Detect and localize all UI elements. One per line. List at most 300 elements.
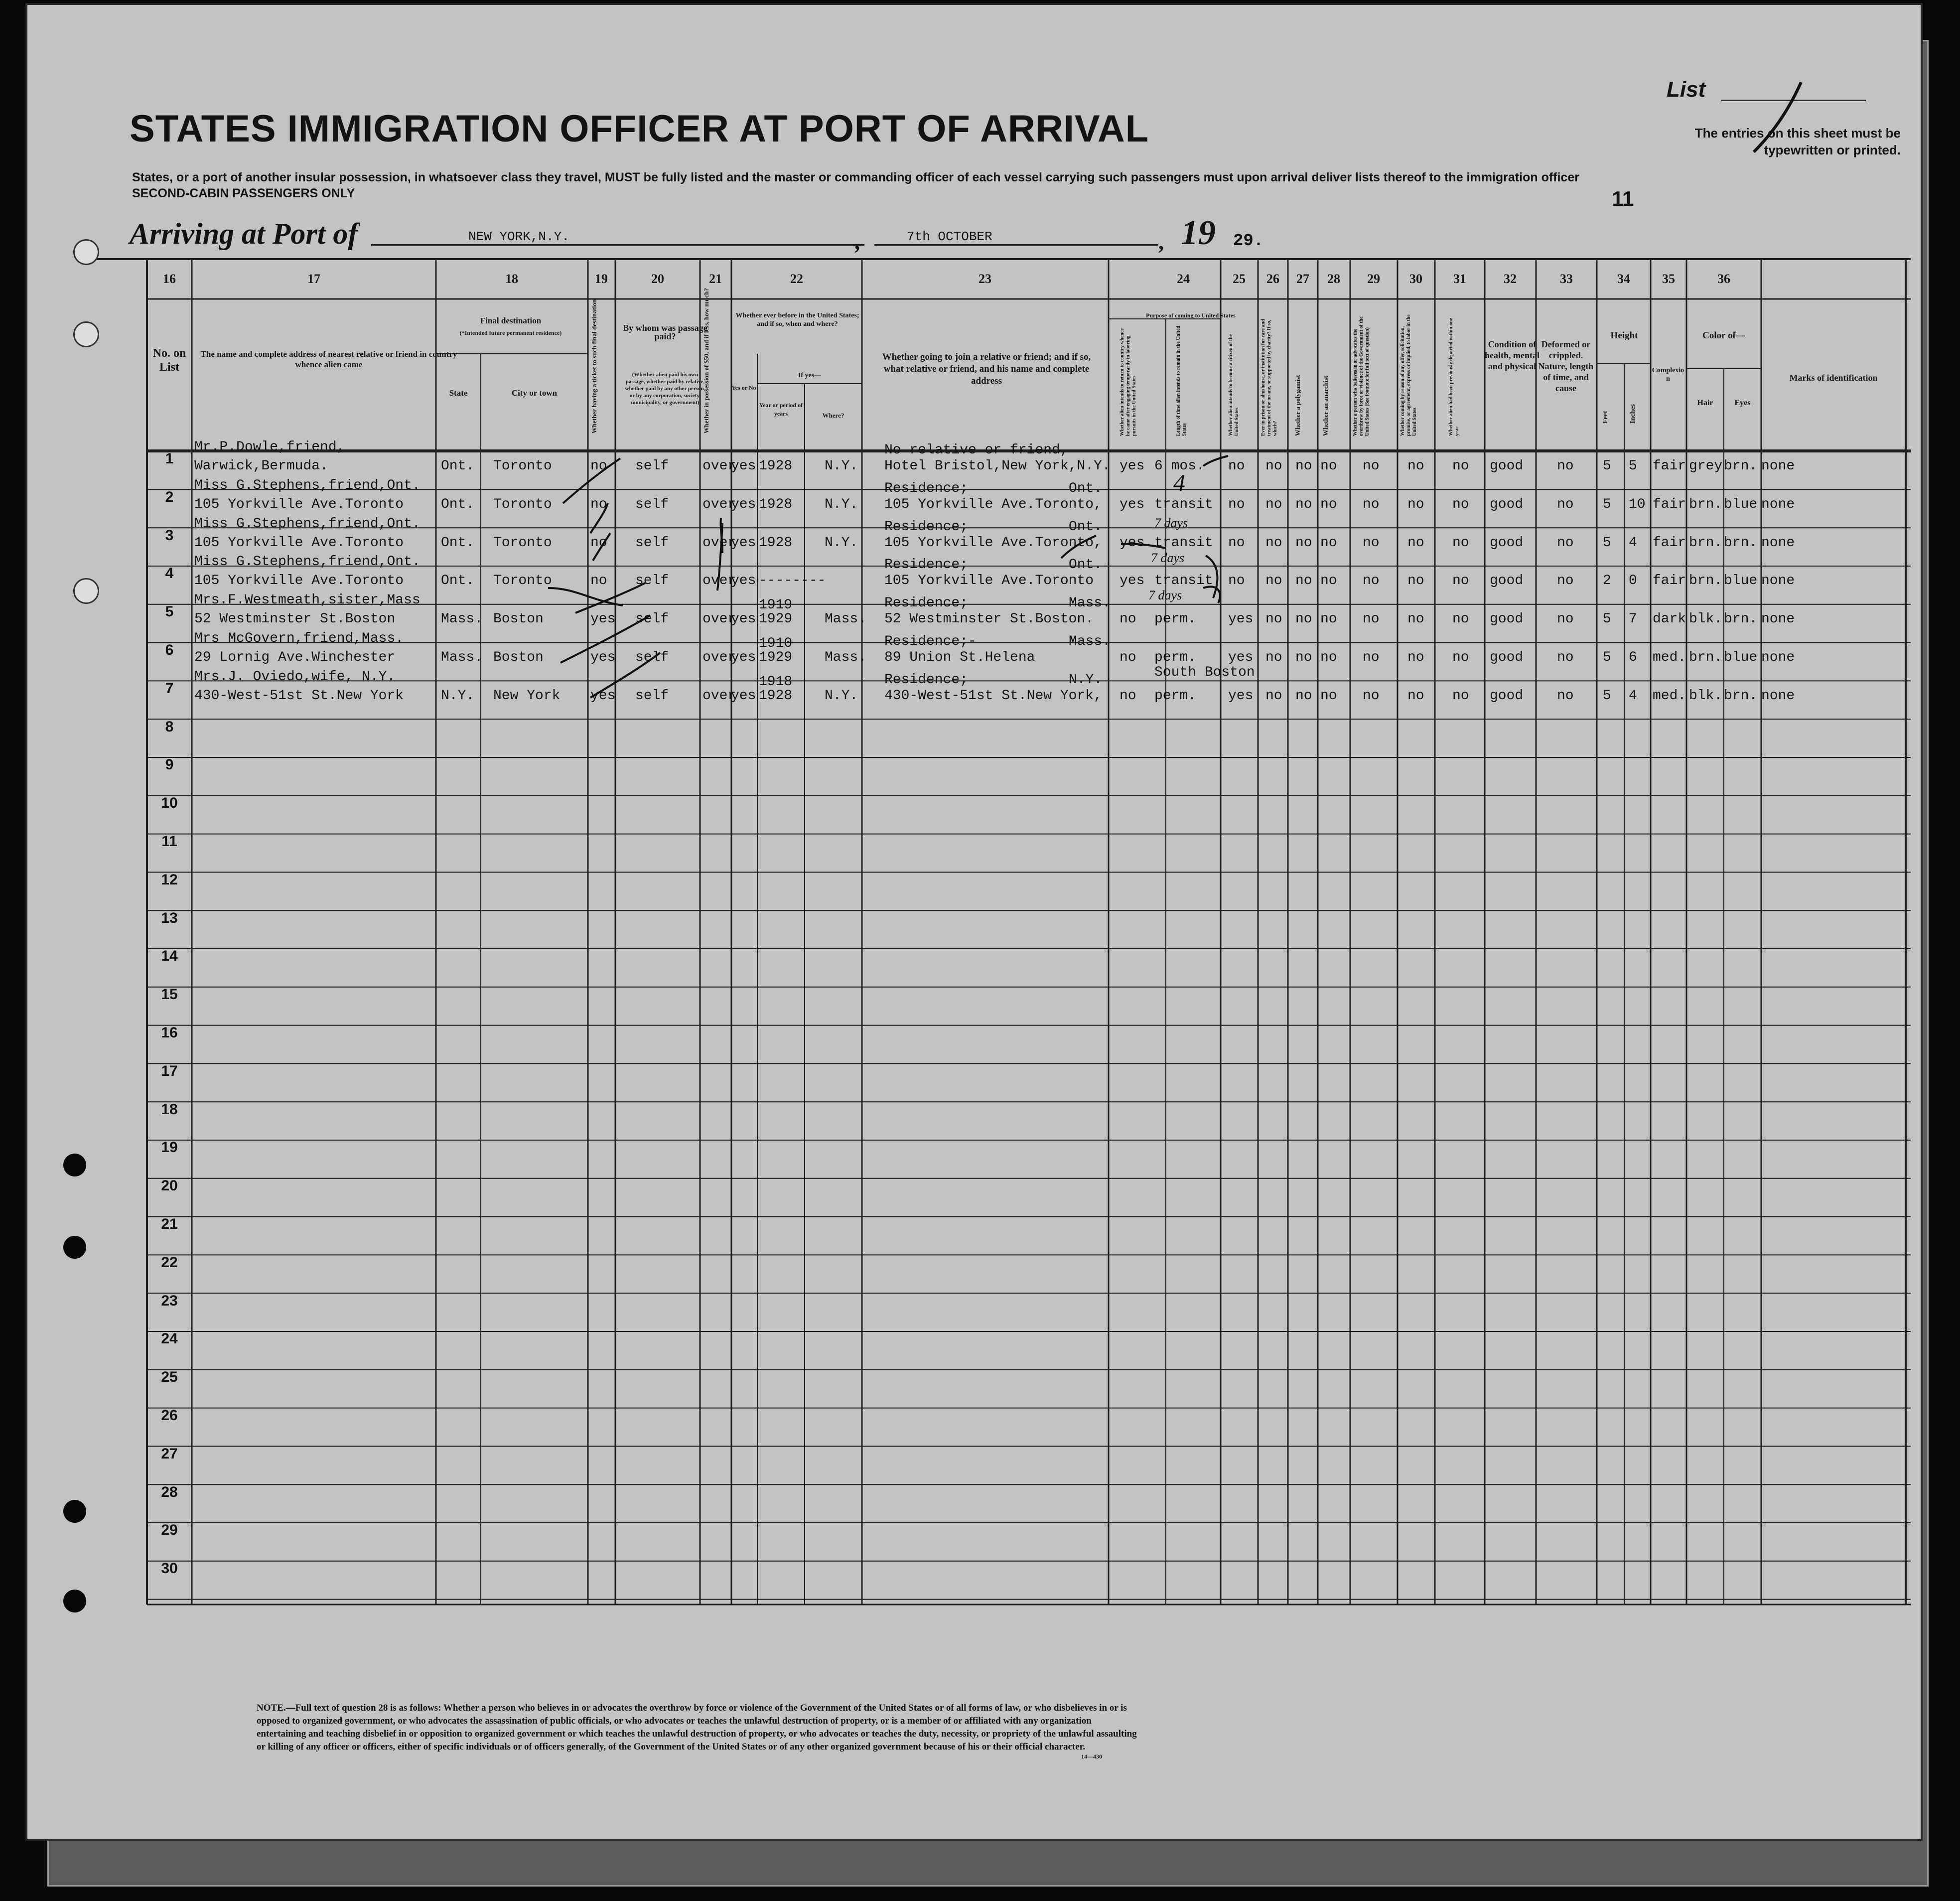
header-passage-paid: By whom was passage paid? <box>623 323 707 341</box>
header-intends-citizen: Whether alien intends to become a citizen of the United States <box>1228 334 1240 436</box>
height-inches: 6 <box>1629 650 1637 665</box>
intends-citizen: yes <box>1228 611 1254 627</box>
identification-marks: none <box>1761 458 1795 474</box>
row-number: 16 <box>161 1024 178 1041</box>
length-of-stay: transit <box>1154 535 1213 551</box>
header-passage-paid-note: (Whether alien paid his own passage, whether paid by relative, whether paid by any other person, or by any corporation, society, municipality, or government) <box>625 372 705 406</box>
ever-before-value: yes <box>731 573 756 589</box>
identification-marks: none <box>1761 611 1795 627</box>
destination-state: Ont. <box>441 496 475 512</box>
prior-where: N.Y. <box>825 496 858 512</box>
row-number: 20 <box>161 1177 178 1194</box>
binder-hole <box>63 1154 86 1176</box>
row-number: 19 <box>161 1139 178 1156</box>
ticket-value: no <box>590 535 607 551</box>
column-number: 34 <box>1617 272 1630 286</box>
header-intends-return: Whether alien intends to return to country whence he came after engaging temporarily in laboring pursuits in the United States <box>1120 328 1137 436</box>
header-final-destination: Final destination <box>480 316 542 325</box>
intends-return: yes <box>1120 535 1145 551</box>
join-relative-line1: Residence; <box>884 595 969 611</box>
relative-name: Mr.P.Dowle,friend, <box>194 439 345 455</box>
join-relative-line1: Residence; <box>884 519 969 535</box>
complexion-value: dark <box>1653 611 1686 627</box>
join-relative-line1: Residence; <box>884 672 969 688</box>
polygamist-value: no <box>1295 611 1312 627</box>
row-number: 25 <box>161 1369 178 1386</box>
header-inches: Inches <box>1629 404 1637 424</box>
join-relative-line1-state: Ont. <box>1069 519 1103 535</box>
hair-color: brn. <box>1689 535 1723 551</box>
handwritten-marks <box>27 5 1921 1839</box>
column-number: 17 <box>307 272 320 286</box>
header-state: State <box>449 388 468 398</box>
prior-where: N.Y. <box>825 535 858 551</box>
overthrow-value: no <box>1363 573 1380 589</box>
intends-citizen: no <box>1228 573 1245 589</box>
deported-value: no <box>1452 496 1469 512</box>
eye-color: blue <box>1724 650 1758 665</box>
deformed-value: no <box>1557 688 1574 704</box>
length-of-stay: perm. <box>1154 688 1197 704</box>
deported-value: no <box>1452 688 1469 704</box>
row-number: 21 <box>161 1216 178 1232</box>
row-number: 9 <box>165 756 174 773</box>
footnote: NOTE.—Full text of question 28 is as follows: Whether a person who believes in or advocates the overthrow by force or violence of the Government of the United States or of all forms of law, or who disbelieves in or is opposed to organized government, or who advocates the assassination of public officials, or who advocates or teaches the unlawful destruction of property, or is a member of or affiliated with any organization entertaining and teaching disbelief in or opposition to organized government or which teaches the unlawful destruction of property, or who advocates or teaches the duty, necessity, or propriety of the unlawful assaulting or killing of any officer or officers, either of specific individuals or of officers generally, of the Government of the United States or of any other organized government because of his or their official character. <box>257 1703 1137 1752</box>
ever-before-value: yes <box>731 496 756 512</box>
relative-name: Mrs.J. Oviedo,wife, N.Y. <box>194 669 396 685</box>
polygamist-value: no <box>1295 573 1312 589</box>
health-value: good <box>1490 611 1524 627</box>
header-labor-offer: Whether coming by reason of any offer, solicitation, promise, or agreement, express or implied, to labor in the United States <box>1400 314 1417 436</box>
relative-address: 29 Lornig Ave.Winchester <box>194 650 396 665</box>
polygamist-value: no <box>1295 535 1312 551</box>
height-inches: 0 <box>1629 573 1637 589</box>
row-number: 29 <box>161 1522 178 1539</box>
join-relative-line2: 430-West-51st St.New York, <box>884 688 1102 704</box>
labor-offer-value: no <box>1407 650 1424 665</box>
row-number: 27 <box>161 1445 178 1462</box>
header-overthrow: Whether a person who believes in or advocates the overthrow by force or violence of the Government of the United States (See footnote for full text of question) <box>1353 316 1370 436</box>
height-feet: 5 <box>1603 688 1611 704</box>
health-value: good <box>1490 496 1524 512</box>
list-label: List <box>1667 77 1706 102</box>
separator: , <box>1158 230 1164 254</box>
health-value: good <box>1490 458 1524 474</box>
column-number: 29 <box>1367 272 1380 286</box>
ever-before-value: yes <box>731 611 756 627</box>
join-relative-line2: Hotel Bristol,New York,N.Y. <box>884 458 1111 474</box>
header-years: Year or period of years <box>759 402 803 417</box>
destination-city: Boston <box>493 611 544 627</box>
destination-city: Toronto <box>493 458 552 474</box>
deformed-value: no <box>1557 650 1574 665</box>
handwritten-days: 7 days <box>1154 516 1188 530</box>
polygamist-value: no <box>1295 650 1312 665</box>
row-number: 10 <box>161 795 178 812</box>
length-of-stay: transit <box>1154 496 1213 512</box>
ticket-value: yes <box>590 650 616 665</box>
destination-city: Toronto <box>493 535 552 551</box>
header-height: Height <box>1610 330 1638 341</box>
funds-value: over <box>702 458 736 474</box>
header-city: City or town <box>511 388 558 398</box>
check-mark <box>590 503 608 533</box>
labor-offer-value: no <box>1407 573 1424 589</box>
prison-value: no <box>1265 458 1282 474</box>
prior-years: 1918 <box>759 674 793 690</box>
relative-name: Miss G.Stephens,friend,Ont. <box>194 516 420 532</box>
join-relative-line1-state: Mass. <box>1069 634 1111 649</box>
deported-value: no <box>1452 458 1469 474</box>
height-inches: 4 <box>1629 688 1637 704</box>
binder-hole <box>73 578 99 604</box>
anarchist-value: no <box>1320 496 1337 512</box>
header-prison: Ever in prison or almshouse, or institution for care and treatment of the insane, or supported by charity? If so, which? <box>1260 319 1278 436</box>
passage-paid-by: self <box>635 611 669 627</box>
header-eyes: Eyes <box>1734 399 1751 407</box>
port-value: NEW YORK,N.Y. <box>468 229 569 244</box>
ever-before-value: yes <box>731 535 756 551</box>
destination-city: Toronto <box>493 573 552 589</box>
handwritten-days: 7 days <box>1148 588 1182 602</box>
polygamist-value: no <box>1295 458 1312 474</box>
row-number: 28 <box>161 1483 178 1500</box>
column-number: 27 <box>1296 272 1309 286</box>
instructions-line: States, or a port of another insular possession, in whatsoever class they travel, MUST be fully listed and the master or commanding officer of each vessel carrying such passengers must upon arrival deliver lists thereof to the immigration officer <box>132 170 1579 184</box>
ticket-value: no <box>590 573 607 589</box>
relative-name: Miss G.Stephens,friend,Ont. <box>194 554 420 570</box>
prior-years: 1928 <box>759 535 793 551</box>
length-of-stay: transit <box>1154 573 1213 589</box>
passage-paid-by: self <box>635 573 669 589</box>
prior-years: 1929 <box>759 650 793 665</box>
check-mark <box>575 583 645 613</box>
check-mark <box>593 533 610 561</box>
destination-state: Ont. <box>441 458 475 474</box>
eye-color: blue <box>1724 496 1758 512</box>
intends-citizen: yes <box>1228 650 1254 665</box>
check-mark <box>560 615 650 663</box>
prior-years: 1929 <box>759 611 793 627</box>
length-of-stay-note: South Boston <box>1154 665 1255 680</box>
column-number: 26 <box>1266 272 1279 286</box>
hair-color: grey <box>1689 458 1723 474</box>
health-value: good <box>1490 535 1524 551</box>
destination-state: Ont. <box>441 535 475 551</box>
ever-before-value: yes <box>731 650 756 665</box>
intends-return: no <box>1120 650 1136 665</box>
header-no-on-list: No. on List <box>152 347 186 374</box>
arrow-mark <box>548 588 623 605</box>
ticket-value: no <box>590 458 607 474</box>
row-number: 2 <box>165 488 174 505</box>
deported-value: no <box>1452 535 1469 551</box>
header-join-relative: Whether going to join a relative or friend; and if so, what relative or friend, and his name and complete address <box>882 352 1091 386</box>
height-feet: 5 <box>1603 535 1611 551</box>
prior-years: 1919 <box>759 597 793 613</box>
relative-address: Warwick,Bermuda. <box>194 458 328 474</box>
height-feet: 5 <box>1603 611 1611 627</box>
join-relative-line1-state: Ont. <box>1069 480 1103 496</box>
tick-mark <box>1203 456 1228 466</box>
prison-value: no <box>1265 650 1282 665</box>
bracket-mark <box>1206 556 1217 598</box>
passage-paid-by: self <box>635 535 669 551</box>
row-number: 3 <box>165 527 174 544</box>
eye-color: brn. <box>1724 688 1758 704</box>
header-funds: Whether in possession of $50, and if less, how much? <box>702 288 710 434</box>
date-value: 7th OCTOBER <box>907 229 992 244</box>
header-if-yes: If yes— <box>798 372 822 379</box>
height-inches: 10 <box>1629 496 1646 512</box>
height-inches: 7 <box>1629 611 1637 627</box>
form-code: 14—430 <box>1081 1753 1102 1760</box>
binder-hole <box>73 239 99 265</box>
join-relative-line1-state: Mass. <box>1069 595 1111 611</box>
column-number: 32 <box>1504 272 1517 286</box>
row-number: 7 <box>165 680 174 697</box>
labor-offer-value: no <box>1407 688 1424 704</box>
prior-where: Mass. <box>825 650 867 665</box>
column-number: 19 <box>595 272 608 286</box>
anarchist-value: no <box>1320 458 1337 474</box>
eye-color: brn. <box>1724 611 1758 627</box>
eye-color: blue <box>1724 573 1758 589</box>
row-number: 24 <box>161 1330 178 1347</box>
hair-color: brn. <box>1689 573 1723 589</box>
passage-paid-by: self <box>635 650 669 665</box>
join-relative-line1-state: N.Y. <box>1069 672 1103 688</box>
complexion-value: fair <box>1653 535 1686 551</box>
height-feet: 5 <box>1603 650 1611 665</box>
complexion-value: fair <box>1653 458 1686 474</box>
eye-color: brn. <box>1724 458 1758 474</box>
destination-state: Mass. <box>441 611 483 627</box>
complexion-value: med. <box>1653 650 1686 665</box>
length-of-stay: perm. <box>1154 650 1197 665</box>
destination-state: Mass. <box>441 650 483 665</box>
deformed-value: no <box>1557 535 1574 551</box>
height-feet: 5 <box>1603 496 1611 512</box>
destination-city: New York <box>493 688 560 704</box>
ticket-value: yes <box>590 688 616 704</box>
overthrow-value: no <box>1363 650 1380 665</box>
relative-name: Miss G.Stephens,friend,Ont. <box>194 477 420 493</box>
overthrow-value: no <box>1363 611 1380 627</box>
deported-value: no <box>1452 573 1469 589</box>
row-number: 11 <box>161 833 177 850</box>
relative-address: 105 Yorkville Ave.Toronto <box>194 496 404 512</box>
funds-value: over <box>702 535 736 551</box>
separator: , <box>854 230 860 254</box>
identification-marks: none <box>1761 650 1795 665</box>
intends-return: no <box>1120 611 1136 627</box>
join-relative-line2: 105 Yorkville Ave.Toronto, <box>884 535 1102 551</box>
health-value: good <box>1490 573 1524 589</box>
column-number: 36 <box>1717 272 1730 286</box>
funds-value: over <box>702 496 736 512</box>
header-complexion: Complexion <box>1652 367 1684 383</box>
deformed-value: no <box>1557 458 1574 474</box>
destination-state: Ont. <box>441 573 475 589</box>
hair-color: blk. <box>1689 688 1723 704</box>
hair-color: brn. <box>1689 650 1723 665</box>
header-hair: Hair <box>1697 399 1713 407</box>
column-number: 30 <box>1409 272 1422 286</box>
polygamist-value: no <box>1295 496 1312 512</box>
height-inches: 4 <box>1629 535 1637 551</box>
ticket-value: no <box>590 496 607 512</box>
column-number: 22 <box>790 272 803 286</box>
handwritten-days: 7 days <box>1151 551 1185 565</box>
join-relative-line1: Residence;- <box>884 634 977 649</box>
entries-note: The entries on this sheet must be typewritten or printed. <box>1694 126 1901 157</box>
prior-where: Mass. <box>825 611 867 627</box>
anarchist-value: no <box>1320 688 1337 704</box>
tick-mark <box>717 523 722 590</box>
row-number: 13 <box>161 909 178 926</box>
header-relative: The name and complete address of nearest relative or friend in country whence alien came <box>200 349 457 369</box>
binder-hole <box>63 1590 86 1612</box>
height-inches: 5 <box>1629 458 1637 474</box>
hair-color: brn. <box>1689 496 1723 512</box>
row-number: 14 <box>161 948 178 965</box>
labor-offer-value: no <box>1407 535 1424 551</box>
check-mark <box>563 458 620 503</box>
labor-offer-value: no <box>1407 611 1424 627</box>
health-value: good <box>1490 650 1524 665</box>
eye-color: brn. <box>1724 535 1758 551</box>
row-number: 4 <box>165 565 174 582</box>
prior-years: 1910 <box>759 636 793 651</box>
intends-citizen: yes <box>1228 688 1254 704</box>
join-relative-line2: 89 Union St.Helena <box>884 650 1035 665</box>
join-relative-line2: 105 Yorkville Ave.Toronto <box>884 573 1094 589</box>
intends-return: yes <box>1120 496 1145 512</box>
identification-marks: none <box>1761 535 1795 551</box>
header-polygamist: Whether a polygamist <box>1294 375 1301 436</box>
header-ticket: Whether having a ticket to such final destination <box>590 299 598 434</box>
row-number: 12 <box>161 871 178 888</box>
deported-value: no <box>1452 611 1469 627</box>
intends-citizen: no <box>1228 496 1245 512</box>
binder-hole <box>73 321 99 347</box>
overthrow-value: no <box>1363 458 1380 474</box>
join-relative-line1-state: Ont. <box>1069 557 1103 573</box>
row-number: 22 <box>161 1254 178 1271</box>
bracket-mark <box>1203 586 1220 603</box>
header-yes-no: Yes or No <box>731 384 756 391</box>
manifest-sheet <box>27 5 1921 1839</box>
header-length-of-stay: Length of time alien intends to remain in the United States <box>1176 325 1187 436</box>
header-final-destination-note: (*Intended future permanent residence) <box>459 329 562 336</box>
overthrow-value: no <box>1363 496 1380 512</box>
relative-name: Mrs.F.Westmeath,sister,Mass <box>194 592 420 608</box>
polygamist-value: no <box>1295 688 1312 704</box>
row-number: 23 <box>161 1292 178 1309</box>
header-health: Condition of health, mental and physical <box>1485 339 1540 371</box>
hair-color: blk. <box>1689 611 1723 627</box>
join-relative-line2: 52 Westminster St.Boston. <box>884 611 1094 627</box>
column-number: 28 <box>1327 272 1340 286</box>
health-value: good <box>1490 688 1524 704</box>
labor-offer-value: no <box>1407 458 1424 474</box>
header-feet: Feet <box>1602 411 1609 424</box>
relative-address: 430-West-51st St.New York <box>194 688 404 704</box>
prison-value: no <box>1265 611 1282 627</box>
row-number: 18 <box>161 1101 178 1118</box>
complexion-value: med. <box>1653 688 1686 704</box>
header-deported: Whether alien had been previously deported within one year <box>1448 318 1460 436</box>
identification-marks: none <box>1761 496 1795 512</box>
deformed-value: no <box>1557 611 1574 627</box>
row-number: 30 <box>161 1560 178 1577</box>
complexion-value: fair <box>1653 496 1686 512</box>
intends-return: yes <box>1120 458 1145 474</box>
complexion-value: fair <box>1653 573 1686 589</box>
destination-state: N.Y. <box>441 688 475 704</box>
passage-paid-by: self <box>635 458 669 474</box>
row-number: 15 <box>161 986 178 1003</box>
header-deformed: Deformed or crippled. Nature, length of time, and cause <box>1538 339 1594 393</box>
passage-paid-by: self <box>635 496 669 512</box>
height-feet: 5 <box>1603 458 1611 474</box>
header-anarchist: Whether an anarchist <box>1322 376 1329 436</box>
tick-mark <box>1061 536 1096 558</box>
prior-where: N.Y. <box>825 458 858 474</box>
column-number: 16 <box>163 272 176 286</box>
relative-name: Mrs McGovern,friend,Mass. <box>194 631 404 646</box>
header-where: Where? <box>822 412 844 419</box>
column-number: 18 <box>505 272 518 286</box>
prior-years: 1928 <box>759 496 793 512</box>
prior-years: -------- <box>759 573 826 589</box>
column-number: 33 <box>1560 272 1573 286</box>
header-color-of: Color of— <box>1702 330 1745 341</box>
year-prefix: 19 <box>1181 214 1216 252</box>
prior-where: N.Y. <box>825 688 858 704</box>
binder-hole <box>63 1500 86 1523</box>
join-relative-line1: No relative or friend, <box>884 442 1069 458</box>
underline-mark <box>1121 544 1166 548</box>
sheet-page-number: 11 <box>1612 187 1634 210</box>
deformed-value: no <box>1557 573 1574 589</box>
join-relative-line1: Residence; <box>884 557 969 573</box>
ticket-value: yes <box>590 611 616 627</box>
column-number: 21 <box>709 272 722 286</box>
row-number: 26 <box>161 1407 178 1424</box>
destination-city: Toronto <box>493 496 552 512</box>
funds-value: over <box>702 650 736 665</box>
length-of-stay: 6 mos. <box>1154 458 1205 474</box>
passenger-class: SECOND-CABIN PASSENGERS ONLY <box>132 186 355 200</box>
anarchist-value: no <box>1320 611 1337 627</box>
page-title: STATES IMMIGRATION OFFICER AT PORT OF ARRIVAL <box>130 108 1149 150</box>
relative-address: 105 Yorkville Ave.Toronto <box>194 535 404 551</box>
header-ever-before: Whether ever before in the United States; and if so, when and where? <box>735 312 859 328</box>
column-number: 25 <box>1233 272 1246 286</box>
column-number: 24 <box>1177 272 1190 286</box>
length-of-stay: perm. <box>1154 611 1197 627</box>
column-number: 35 <box>1662 272 1675 286</box>
prison-value: no <box>1265 573 1282 589</box>
row-number: 5 <box>165 603 174 620</box>
prison-value: no <box>1265 535 1282 551</box>
year-suffix: 29. <box>1233 232 1264 251</box>
overthrow-value: no <box>1363 688 1380 704</box>
funds-value: over <box>702 573 736 589</box>
join-relative-line1: Residence; <box>884 480 969 496</box>
